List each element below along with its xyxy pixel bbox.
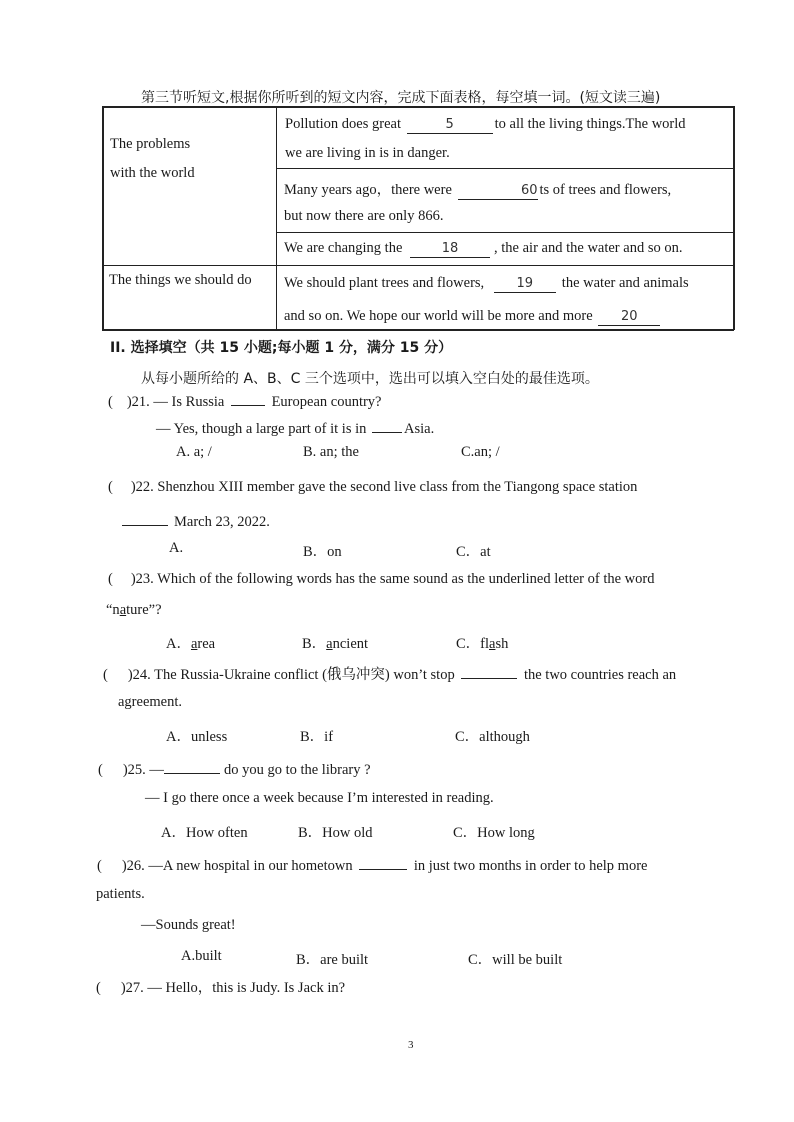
option-26-b[interactable]: B．are built (296, 952, 369, 968)
option-22-a[interactable]: A. (169, 540, 184, 556)
option-22-b[interactable]: B．on (303, 544, 342, 560)
option-25-c[interactable]: C．How long (453, 825, 535, 841)
blank (122, 510, 168, 526)
question-26: ( )26. —A new hospital in our hometown in just two months in order to help more (97, 854, 647, 875)
option-26-c[interactable]: C．will be built (468, 952, 563, 968)
option-21-a[interactable]: A. a; / (176, 444, 212, 460)
answer-paren[interactable]: ( (108, 394, 113, 410)
answer-blank-19: 19 (494, 277, 556, 293)
option-21-c[interactable]: C.an; / (461, 444, 500, 460)
question-21: ( )21. — Is Russia European country? (108, 390, 382, 411)
blank (359, 854, 407, 870)
question-21-line2: — Yes, though a large part of it is in Asia. (156, 417, 434, 438)
option-25-a[interactable]: A．How often (161, 825, 248, 841)
option-23-c[interactable]: C．flash (456, 636, 509, 652)
answer-blank-18: 18 (410, 242, 490, 258)
answer-blank-16: 5 (407, 118, 493, 134)
option-21-b[interactable]: B. an; the (303, 444, 359, 460)
cell-plant-line1: We should plant trees and flowers, 19 the water and animals (284, 275, 689, 291)
cell-changing: We are changing the 18 , the air and the water and so on. (284, 240, 683, 256)
option-23-a[interactable]: A．area (166, 636, 216, 652)
option-24-b[interactable]: B．if (300, 729, 334, 745)
question-22: ( )22. Shenzhou XIII member gave the second live class from the Tiangong space station (108, 479, 638, 495)
answer-paren[interactable]: ( (108, 479, 113, 495)
question-27: ( )27. — Hello，this is Judy. Is Jack in? (96, 980, 346, 996)
cell-pollution-line1: Pollution does great 5 to all the living things.The world (285, 116, 686, 132)
answer-paren[interactable]: ( (97, 858, 102, 874)
answer-paren[interactable]: ( (98, 762, 103, 778)
question-26-line2: patients. (96, 886, 145, 902)
question-25: ( )25. — do you go to the library ? (98, 758, 371, 779)
answer-paren[interactable]: ( (108, 571, 113, 587)
section3-instruction: 第三节听短文,根据你所听到的短文内容，完成下面表格，每空填一词。(短文读三遍) (141, 90, 661, 106)
table-label-problems-line2: with the world (110, 165, 195, 181)
question-25-line2: — I go there once a week because I’m interested in reading. (145, 790, 494, 806)
part2-instruction: 从每小题所给的 A、B、C 三个选项中，选出可以填入空白处的最佳选项。 (141, 371, 599, 387)
question-24: ( )24. The Russia-Ukraine conflict (俄乌冲突) won’t stop the two countries reach an (103, 663, 676, 684)
option-24-a[interactable]: A．unless (166, 729, 228, 745)
blank (164, 758, 220, 774)
option-23-b[interactable]: B．ancient (302, 636, 369, 652)
blank (461, 663, 517, 679)
option-24-c[interactable]: C．although (455, 729, 530, 745)
answer-paren[interactable]: ( (96, 980, 101, 996)
question-22-line2: March 23, 2022. (122, 510, 270, 531)
page-number: 3 (408, 1039, 414, 1051)
table-label-things-to-do: The things we should do (109, 272, 252, 288)
question-23-word: “nature”? (106, 602, 162, 618)
part2-heading: II. 选择填空（共 15 小题;每小题 1 分，满分 15 分） (110, 340, 453, 356)
answer-blank-17: 60 (458, 184, 538, 200)
cell-trees-line1: Many years ago，there were 60 ts of trees and flowers, (284, 182, 672, 198)
answer-blank-20: 20 (598, 310, 660, 326)
question-26-line3: —Sounds great! (141, 917, 236, 933)
blank (372, 417, 402, 433)
option-25-b[interactable]: B．How old (298, 825, 373, 841)
table-label-problems-line1: The problems (110, 136, 191, 152)
question-24-line2: agreement. (118, 694, 183, 710)
blank (231, 390, 265, 406)
cell-plant-line2: and so on. We hope our world will be more and more 20 (284, 308, 660, 326)
option-26-a[interactable]: A.built (181, 948, 222, 964)
option-22-c[interactable]: C．at (456, 544, 491, 560)
cell-pollution-line2: we are living in is in danger. (285, 145, 450, 161)
question-23: ( )23. Which of the following words has the same sound as the underlined letter of the word (108, 571, 655, 587)
answer-paren[interactable]: ( (103, 667, 108, 683)
cell-trees-line2: but now there are only 866. (284, 208, 444, 224)
